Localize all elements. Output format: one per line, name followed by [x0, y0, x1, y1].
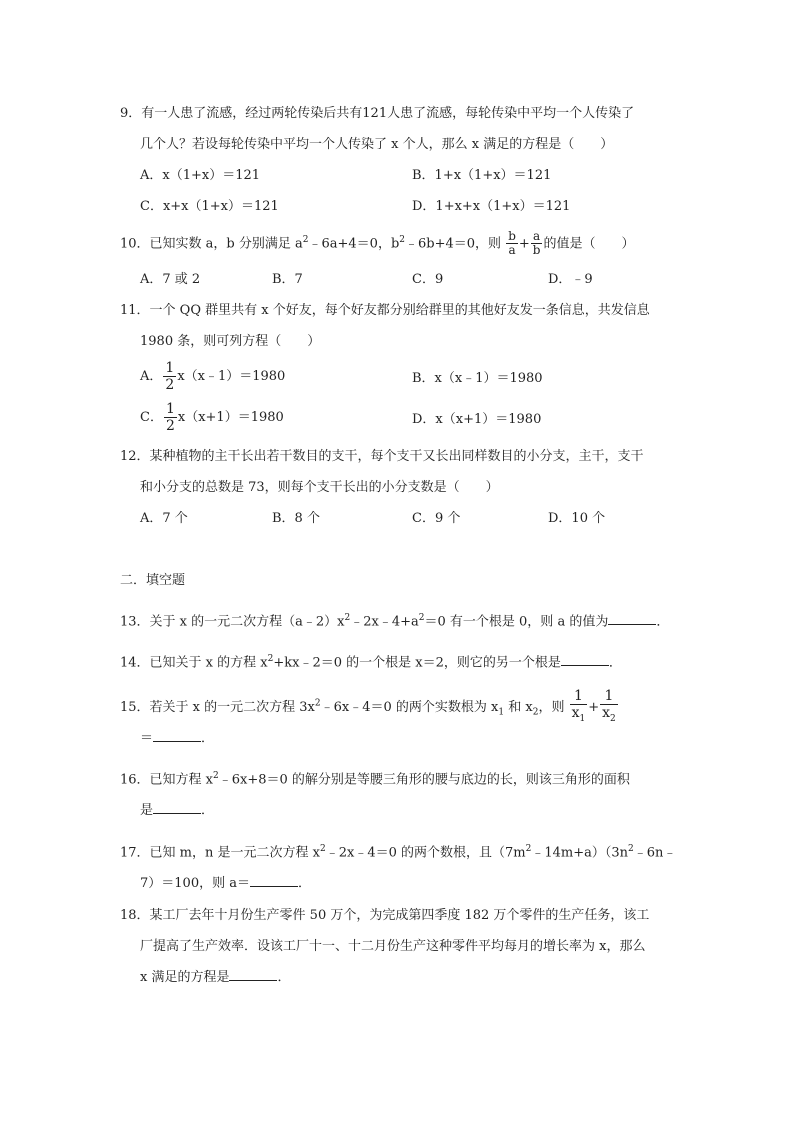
q18-text-l3: x 满足的方程是: [140, 970, 230, 985]
denominator: b: [532, 243, 541, 258]
q16-end: ．: [201, 803, 215, 818]
q15-text-mid: ﹣6x﹣4＝0 的两个实数根为 x: [320, 699, 499, 715]
q9-option-a: A．x（1+x）＝121: [140, 168, 261, 183]
fraction-one-over-x1: [570, 688, 588, 727]
q13-text-pre: 13．关于 x 的一元二次方程（a﹣2）x: [120, 614, 345, 630]
q14-text-post: +kx﹣2＝0 的一个根是 x＝2，则它的另一个根是: [273, 655, 561, 671]
option-text: x（x﹣1）＝1980: [177, 369, 286, 384]
q10-option-a: A．7 或 2: [140, 272, 201, 287]
exponent: 2: [267, 654, 274, 664]
q15-text-and: 和 x: [504, 699, 533, 715]
denominator: 2: [165, 418, 175, 434]
q17-text-mid2: ﹣14m+a）（3n: [531, 845, 628, 861]
denominator: 2: [165, 377, 175, 393]
plus-sign: +: [588, 699, 600, 715]
q11-option-c: [140, 401, 284, 434]
q14-text-pre: 14．已知关于 x 的方程 x: [120, 655, 268, 671]
q12-option-b: B．8 个: [272, 511, 320, 526]
q16-text-l2: 是: [140, 803, 154, 818]
numerator: a: [531, 230, 543, 244]
exponent: 2: [628, 844, 634, 854]
exponent: 2: [213, 771, 219, 781]
fraction-one-half: [163, 360, 176, 393]
q17-text-mid: ﹣2x﹣4＝0 的两个数根，且（7m: [325, 845, 526, 861]
subscript: 1: [498, 707, 505, 718]
fraction-one-over-x2: [600, 688, 618, 727]
q13-text-mid: ﹣2x﹣4+a: [350, 614, 419, 630]
denominator: $x_1$: [571, 705, 586, 724]
q15-line1: [120, 688, 619, 727]
answer-blank[interactable]: [561, 653, 609, 666]
q16-text-pre: 16．已知方程 x: [120, 772, 214, 788]
q10-text-pre: 10．已知实数 a，b 分别满足 a: [120, 236, 303, 252]
q10-text-mid1: ﹣6a+4＝0，b: [308, 236, 400, 252]
q9-option-c: C．x+x（1+x）＝121: [140, 199, 279, 214]
numerator: 1: [165, 360, 175, 376]
section-heading: 二．填空题: [120, 573, 186, 588]
answer-blank[interactable]: [229, 968, 277, 981]
numerator: 1: [165, 401, 175, 417]
q12-line2: 和小分支的总数是 73，则每个支干长出的小分支数是（ ）: [140, 480, 499, 495]
q10-text-post: 的值是（ ）: [543, 236, 635, 252]
q15-line2: [140, 729, 214, 749]
subscript: 2: [532, 707, 539, 718]
denominator: $x_2$: [602, 705, 616, 724]
q9-line2: 几个人？若设每轮传染中平均一个人传染了 x 个人，那么 x 满足的方程是（ ）: [140, 137, 614, 152]
q12-option-c: C．9 个: [412, 511, 461, 526]
answer-blank[interactable]: [153, 729, 201, 742]
q17-text-l2: 7）＝100，则 a＝: [140, 876, 250, 891]
q10-option-d: D．﹣9: [548, 272, 593, 287]
q13-line1: [120, 608, 669, 632]
q11-option-b: B．x（x﹣1）＝1980: [412, 371, 543, 386]
fraction-a-over-b: [531, 230, 543, 257]
answer-blank[interactable]: [153, 801, 201, 814]
q15-end: ．: [201, 731, 215, 746]
q9-option-d: D．1+x+x（1+x）＝121: [412, 199, 571, 214]
q16-line1: [120, 766, 630, 790]
q18-line2: 厂提高了生产效率．设该工厂十一、十二月份生产这种零件平均每月的增长率为 x，那么: [140, 939, 646, 954]
q10-text-mid2: ﹣6b+4＝0，则: [405, 236, 502, 252]
q12-option-a: A．7 个: [140, 511, 188, 526]
q11-line1: 11．一个 QQ 群里共有 x 个好友，每个好友都分别给群里的其他好友发一条信息，共发信息: [120, 303, 650, 318]
q13-text-post: ＝0 有一个根是 0，则 a 的值为: [424, 614, 609, 630]
q16-text-post: ﹣6x+8＝0 的解分别是等腰三角形的腰与底边的长，则该三角形的面积: [218, 772, 630, 788]
plus-sign: +: [518, 236, 530, 252]
q14-line1: [120, 649, 622, 673]
q13-end: ．: [656, 614, 670, 630]
q15-text-post: ，则: [538, 699, 565, 715]
exponent: 2: [302, 235, 309, 245]
answer-blank[interactable]: [608, 612, 656, 625]
q11-line2: 1980 条，则可列方程（ ）: [140, 334, 321, 349]
q12-option-d: D．10 个: [548, 511, 606, 526]
q17-end: ．: [297, 876, 311, 891]
q17-text-pre: 17．已知 m，n 是一元二次方程 x: [120, 845, 320, 861]
q10-line1: [120, 230, 634, 257]
q10-option-b: B．7: [272, 272, 303, 287]
q9-option-b: B．1+x（1+x）＝121: [412, 168, 552, 183]
q16-line2: [140, 801, 214, 821]
numerator: 1: [570, 688, 588, 705]
denominator: a: [508, 243, 516, 258]
q10-option-c: C．9: [412, 272, 444, 287]
q18-line3: [140, 968, 290, 988]
q9-line1: 9．有一人患了流感，经过两轮传染后共有121人患了流感，每轮传染中平均一个人传染了: [120, 106, 635, 121]
option-letter: A．: [140, 369, 163, 384]
exponent: 2: [399, 235, 406, 245]
option-letter: C．: [140, 410, 163, 425]
q11-option-a: [140, 360, 285, 393]
option-text: x（x+1）＝1980: [177, 410, 284, 425]
q17-line1: [120, 839, 676, 863]
numerator: 1: [600, 688, 618, 705]
q15-text-pre: 15．若关于 x 的一元二次方程 3x: [120, 699, 315, 715]
numerator: b: [508, 229, 516, 244]
exponent: 2: [344, 613, 351, 623]
answer-blank[interactable]: [250, 874, 298, 887]
q14-end: ．: [608, 655, 622, 671]
exponent: 2: [525, 844, 532, 854]
exponent: 2: [319, 844, 326, 854]
q12-line1: 12．某种植物的主干长出若干数目的支干，每个支干又长出同样数目的小分支，主干，支干: [120, 449, 644, 464]
exponent: 2: [314, 698, 321, 709]
exponent: 2: [418, 613, 425, 623]
q17-line2: [140, 874, 311, 894]
fraction-b-over-a: [506, 230, 518, 257]
q18-end: ．: [277, 970, 291, 985]
q18-line1: 18．某工厂去年十月份生产零件 50 万个，为完成第四季度 182 万个零件的生产任务，该工: [120, 908, 650, 923]
q15-equals: ＝: [140, 731, 154, 746]
fraction-one-half: [164, 401, 177, 434]
q11-option-d: D．x（x+1）＝1980: [412, 412, 542, 427]
q17-text-post: ﹣6n﹣: [633, 845, 677, 861]
